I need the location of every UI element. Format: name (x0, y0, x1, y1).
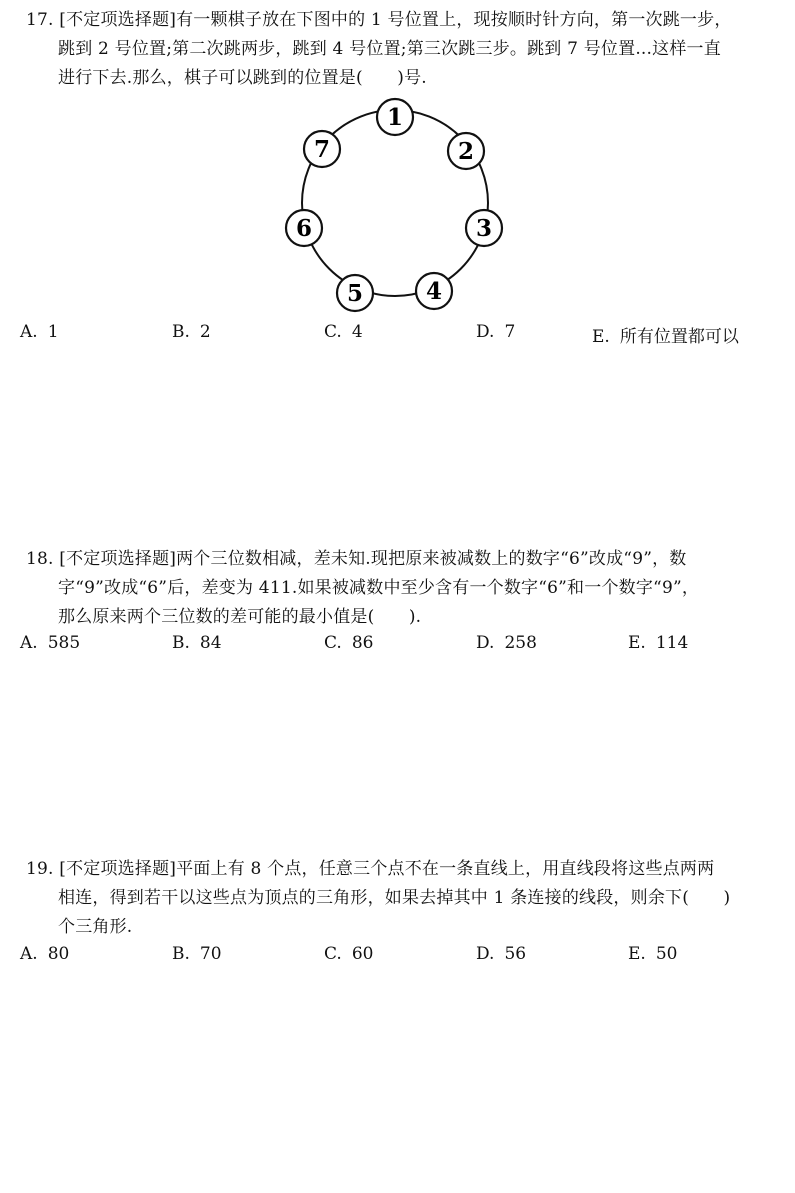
option-letter: A. (20, 322, 38, 342)
option-b[interactable] (172, 633, 222, 653)
option-a[interactable] (20, 633, 80, 653)
option-e[interactable] (628, 633, 688, 653)
option-letter: D. (476, 944, 495, 964)
answer-options (0, 944, 795, 972)
position-node (286, 210, 322, 246)
option-letter: A. (20, 944, 38, 964)
option-letter: C. (324, 944, 342, 964)
position-node (377, 99, 413, 135)
option-text: 258 (504, 633, 537, 653)
position-label: 1 (386, 104, 404, 131)
option-text: 70 (199, 944, 222, 964)
answer-options (0, 322, 795, 350)
stem-line: 相连，得到若干以这些点为顶点的三角形，如果去掉其中 1 条连接的线段，则余下( ) (58, 888, 731, 908)
option-text: 56 (504, 944, 527, 964)
stem-line: 19. [不定项选择题]平面上有 8 个点，任意三个点不在一条直线上，用直线段将这些点两两 (26, 859, 715, 879)
position-node (304, 131, 340, 167)
stem-line: 18. [不定项选择题]两个三位数相减，差未知.现把原来被减数上的数字“6”改成“9”，数 (26, 549, 687, 569)
position-node (337, 275, 373, 311)
option-d[interactable] (476, 633, 537, 653)
option-letter: E. (592, 327, 610, 347)
answer-options (0, 633, 795, 661)
position-label: 4 (425, 278, 443, 305)
option-e[interactable] (628, 944, 677, 964)
option-letter: B. (172, 944, 190, 964)
stem-line: 进行下去.那么，棋子可以跳到的位置是( )号. (58, 68, 427, 88)
option-b[interactable] (172, 322, 211, 342)
option-text: 50 (655, 944, 678, 964)
position-node (416, 273, 452, 309)
option-e[interactable] (592, 322, 739, 347)
option-text: 60 (351, 944, 374, 964)
option-letter: A. (20, 633, 38, 653)
question-stem (26, 855, 776, 942)
option-text: 所有位置都可以 (619, 327, 739, 347)
option-a[interactable] (20, 944, 69, 964)
stem-line: 17. [不定项选择题]有一颗棋子放在下图中的 1 号位置上，现按顺时针方向，第一次跳一步， (26, 10, 732, 30)
stem-line: 跳到 2 号位置;第二次跳两步，跳到 4 号位置;第三次跳三步。跳到 7 号位置...这样一直 (58, 39, 721, 59)
option-c[interactable] (324, 633, 373, 653)
option-text: 86 (351, 633, 374, 653)
option-c[interactable] (324, 322, 363, 342)
option-text: 84 (199, 633, 222, 653)
position-label: 3 (475, 215, 493, 242)
position-label: 7 (313, 136, 331, 163)
question-stem (26, 6, 776, 93)
option-text: 4 (351, 322, 363, 342)
option-text: 80 (47, 944, 70, 964)
position-circle-diagram (270, 88, 520, 318)
option-text: 114 (655, 633, 689, 653)
option-b[interactable] (172, 944, 222, 964)
position-node (448, 133, 484, 169)
option-letter: C. (324, 633, 342, 653)
position-label: 6 (295, 215, 313, 242)
option-text: 2 (199, 322, 211, 342)
position-label: 2 (457, 138, 475, 165)
option-letter: B. (172, 633, 190, 653)
question-stem (26, 545, 776, 632)
position-label: 5 (346, 280, 364, 307)
option-letter: E. (628, 633, 646, 653)
option-d[interactable] (476, 944, 526, 964)
stem-line: 字“9”改成“6”后，差变为 411.如果被减数中至少含有一个数字“6”和一个数字“9”， (58, 578, 700, 598)
option-letter: C. (324, 322, 342, 342)
stem-line: 个三角形. (58, 917, 133, 937)
option-letter: E. (628, 944, 646, 964)
option-letter: B. (172, 322, 190, 342)
option-a[interactable] (20, 322, 59, 342)
option-text: 1 (47, 322, 59, 342)
option-text: 7 (504, 322, 516, 342)
option-d[interactable] (476, 322, 515, 342)
option-text: 585 (47, 633, 81, 653)
position-node (466, 210, 502, 246)
option-letter: D. (476, 633, 495, 653)
option-letter: D. (476, 322, 495, 342)
option-c[interactable] (324, 944, 373, 964)
stem-line: 那么原来两个三位数的差可能的最小值是( ). (58, 607, 422, 627)
